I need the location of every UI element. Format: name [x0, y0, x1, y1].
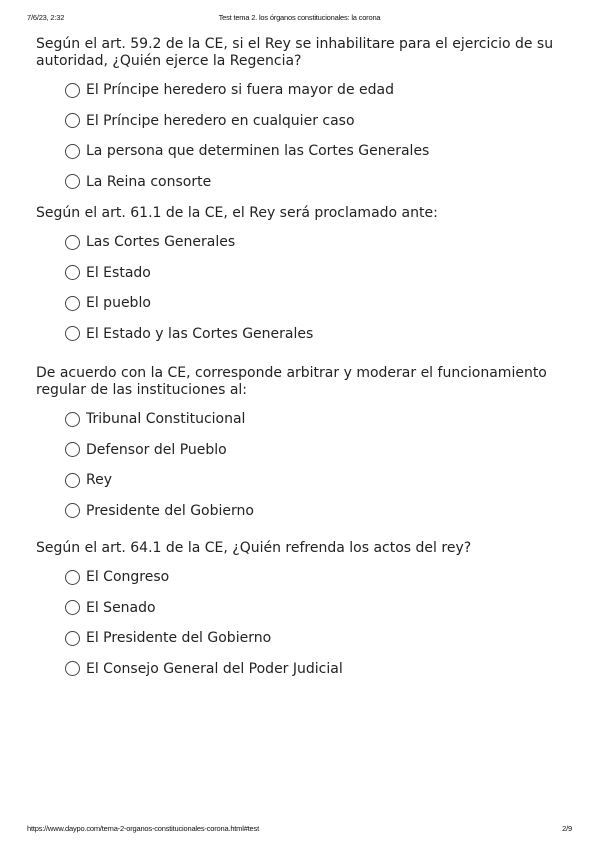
option-label: Defensor del Pueblo [86, 441, 227, 458]
option-3-1[interactable] [65, 404, 566, 435]
option-4-2[interactable] [65, 593, 566, 624]
question-3 [36, 365, 566, 526]
option-2-4[interactable] [65, 319, 566, 350]
quiz-content [36, 36, 566, 684]
radio-button[interactable] [65, 442, 80, 457]
radio-button[interactable] [65, 412, 80, 427]
option-1-4[interactable] [65, 167, 566, 198]
option-label: El Presidente del Gobierno [86, 630, 272, 647]
options-list [36, 404, 566, 526]
option-label: El pueblo [86, 295, 151, 312]
radio-button[interactable] [65, 631, 80, 646]
option-label: Tribunal Constitucional [86, 411, 246, 428]
radio-button[interactable] [65, 265, 80, 280]
option-label: Presidente del Gobierno [86, 502, 254, 519]
question-2 [36, 205, 566, 349]
option-label: El Estado [86, 264, 151, 281]
option-label: El Consejo General del Poder Judicial [86, 660, 343, 677]
print-datetime: 7/6/23, 2:32 [27, 13, 65, 22]
option-3-3[interactable] [65, 465, 566, 496]
page-title: Test tema 2. los órganos constitucionales: la corona [218, 13, 381, 22]
option-label: El Congreso [86, 569, 170, 586]
options-list [36, 562, 566, 684]
option-2-3[interactable] [65, 288, 566, 319]
print-footer [0, 824, 599, 834]
option-1-3[interactable] [65, 136, 566, 167]
radio-button[interactable] [65, 570, 80, 585]
print-header [0, 13, 599, 23]
question-4 [36, 540, 566, 684]
radio-button[interactable] [65, 144, 80, 159]
option-1-1[interactable] [65, 75, 566, 106]
option-label: Rey [86, 472, 112, 489]
option-label: La persona que determinen las Cortes Generales [86, 143, 430, 160]
radio-button[interactable] [65, 83, 80, 98]
option-4-3[interactable] [65, 623, 566, 654]
radio-button[interactable] [65, 503, 80, 518]
option-label: Las Cortes Generales [86, 234, 236, 251]
radio-button[interactable] [65, 113, 80, 128]
option-1-2[interactable] [65, 106, 566, 137]
question-text: Según el art. 61.1 de la CE, el Rey será proclamado ante: [36, 205, 438, 221]
option-2-1[interactable] [65, 227, 566, 258]
options-list [36, 227, 566, 349]
option-label: El Príncipe heredero si fuera mayor de edad [86, 82, 394, 99]
question-text: Según el art. 59.2 de la CE, si el Rey se inhabilitare para el ejercicio de su autoridad, ¿Quién ejerce la Regencia? [36, 36, 554, 69]
option-2-2[interactable] [65, 258, 566, 289]
radio-button[interactable] [65, 473, 80, 488]
option-label: El Príncipe heredero en cualquier caso [86, 112, 355, 129]
radio-button[interactable] [65, 174, 80, 189]
option-label: El Estado y las Cortes Generales [86, 325, 314, 342]
radio-button[interactable] [65, 600, 80, 615]
radio-button[interactable] [65, 661, 80, 676]
page-number: 2/9 [562, 824, 572, 833]
question-1 [36, 36, 566, 197]
option-label: El Senado [86, 599, 156, 616]
option-3-2[interactable] [65, 435, 566, 466]
option-label: La Reina consorte [86, 173, 212, 190]
radio-button[interactable] [65, 326, 80, 341]
option-3-4[interactable] [65, 496, 566, 527]
options-list [36, 75, 566, 197]
radio-button[interactable] [65, 235, 80, 250]
question-text: De acuerdo con la CE, corresponde arbitrar y moderar el funcionamiento regular de las instituciones al: [36, 365, 547, 398]
radio-button[interactable] [65, 296, 80, 311]
option-4-1[interactable] [65, 562, 566, 593]
question-text: Según el art. 64.1 de la CE, ¿Quién refrenda los actos del rey? [36, 540, 472, 556]
option-4-4[interactable] [65, 654, 566, 685]
page-url: https://www.daypo.com/tema-2-organos-constitucionales-corona.html#test [27, 824, 259, 833]
